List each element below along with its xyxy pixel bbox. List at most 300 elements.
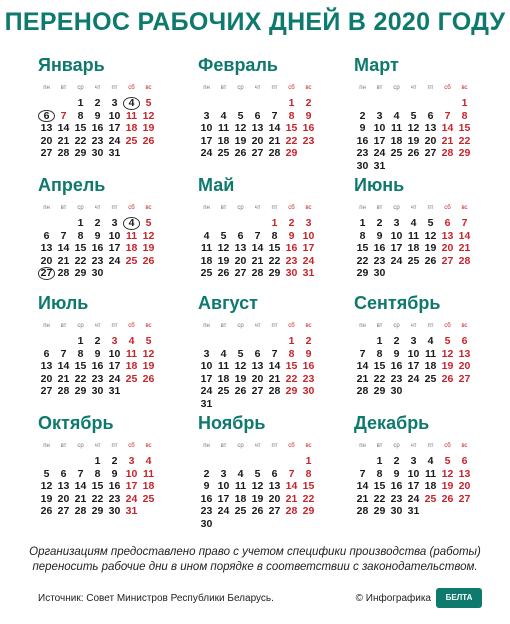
week-row xyxy=(38,468,188,481)
weekday-label: пн xyxy=(359,323,366,329)
day-cell: 5 xyxy=(410,109,417,122)
week-row xyxy=(38,455,188,468)
day-cell: 5 xyxy=(145,97,152,109)
week-row xyxy=(38,373,188,386)
week-row xyxy=(198,230,348,243)
week-row xyxy=(38,267,188,280)
day-cell: 3 xyxy=(203,347,210,360)
empty-cell xyxy=(405,160,422,173)
weekday-label: чт xyxy=(410,323,417,329)
empty-cell xyxy=(456,267,473,280)
day-cell: 18 xyxy=(424,360,437,373)
day-cell: 28 xyxy=(57,385,70,398)
day-cell: 4 xyxy=(123,217,140,230)
day-cell: 18 xyxy=(125,242,138,255)
day-cell: 30 xyxy=(390,385,403,398)
empty-cell xyxy=(72,455,89,468)
day-cell: 27 xyxy=(251,385,264,398)
week-row xyxy=(198,468,348,481)
day-cell: 2 xyxy=(305,335,312,347)
day-cell: 26 xyxy=(142,254,155,267)
day-cell: 4 xyxy=(393,109,400,122)
day-cell: 22 xyxy=(285,372,298,385)
day-cell: 6 xyxy=(271,467,278,480)
empty-cell xyxy=(354,455,371,468)
day-cell: 13 xyxy=(57,480,70,493)
empty-cell xyxy=(439,160,456,173)
empty-cell xyxy=(198,97,215,110)
empty-cell xyxy=(439,97,456,110)
day-cell: 21 xyxy=(268,134,281,147)
empty-cell xyxy=(38,455,55,468)
month-name: Февраль xyxy=(198,55,278,75)
empty-cell xyxy=(215,398,232,411)
day-cell: 7 xyxy=(77,467,84,480)
credit xyxy=(356,588,482,608)
day-cell: 28 xyxy=(356,505,369,518)
empty-cell xyxy=(215,455,232,468)
day-cell: 20 xyxy=(251,134,264,147)
day-cell: 15 xyxy=(285,122,298,135)
day-cell: 4 xyxy=(123,97,140,110)
day-cell: 11 xyxy=(125,347,138,360)
weekday-label: сб xyxy=(288,323,295,329)
weekday-label: вт xyxy=(220,323,227,329)
day-cell: 14 xyxy=(268,360,281,373)
empty-cell xyxy=(249,335,266,348)
day-cell: 16 xyxy=(91,242,104,255)
day-cell: 1 xyxy=(77,217,84,229)
day-cell: 16 xyxy=(200,492,213,505)
day-cell: 19 xyxy=(142,242,155,255)
day-cell: 9 xyxy=(288,229,295,242)
empty-cell xyxy=(232,217,249,230)
month-block xyxy=(38,292,188,398)
day-cell: 27 xyxy=(458,372,471,385)
week-row xyxy=(354,110,504,123)
empty-cell xyxy=(215,217,232,230)
empty-cell xyxy=(422,97,439,110)
weekday-label: вс xyxy=(145,323,152,329)
weekday-label: сб xyxy=(288,443,295,449)
day-cell: 8 xyxy=(77,347,84,360)
day-cell: 2 xyxy=(359,109,366,122)
day-cell: 20 xyxy=(424,134,437,147)
weekday-label: сб xyxy=(128,85,135,91)
day-cell: 17 xyxy=(373,134,386,147)
day-cell: 25 xyxy=(125,372,138,385)
day-cell: 20 xyxy=(458,360,471,373)
day-cell: 19 xyxy=(40,492,53,505)
day-cell: 29 xyxy=(458,147,471,160)
day-cell: 17 xyxy=(108,360,121,373)
belta-logo: БЕЛТА xyxy=(436,588,482,608)
day-cell: 31 xyxy=(125,505,138,518)
day-cell: 24 xyxy=(200,385,213,398)
month-name: Август xyxy=(198,293,258,313)
day-cell: 27 xyxy=(458,492,471,505)
day-cell: 14 xyxy=(441,122,454,135)
empty-cell xyxy=(266,455,283,468)
weekday-label: ср xyxy=(237,443,244,449)
day-cell: 22 xyxy=(458,134,471,147)
week-row xyxy=(38,122,188,135)
empty-cell xyxy=(266,335,283,348)
week-row xyxy=(354,160,504,173)
weekday-label: пн xyxy=(43,205,50,211)
day-cell: 21 xyxy=(268,372,281,385)
day-cell: 2 xyxy=(94,335,101,347)
empty-cell xyxy=(55,97,72,110)
day-cell: 12 xyxy=(251,480,264,493)
week-row xyxy=(354,147,504,160)
day-cell: 5 xyxy=(220,229,227,242)
week-row xyxy=(38,217,188,230)
week-row xyxy=(198,493,348,506)
day-cell: 10 xyxy=(390,229,403,242)
day-cell: 20 xyxy=(441,242,454,255)
day-cell: 14 xyxy=(57,360,70,373)
day-cell: 29 xyxy=(285,385,298,398)
weekday-label: чт xyxy=(254,443,261,449)
day-cell: 26 xyxy=(40,505,53,518)
day-cell: 28 xyxy=(458,254,471,267)
weekday-label: вт xyxy=(220,85,227,91)
day-cell: 16 xyxy=(285,242,298,255)
month-block xyxy=(38,412,188,518)
month-name: Январь xyxy=(38,55,105,75)
weekday-label: сб xyxy=(128,323,135,329)
weekday-label: ср xyxy=(77,205,84,211)
weekday-label: чт xyxy=(94,205,101,211)
day-cell: 24 xyxy=(373,147,386,160)
day-cell: 24 xyxy=(302,254,315,267)
empty-cell xyxy=(422,267,439,280)
week-row xyxy=(354,468,504,481)
empty-cell xyxy=(405,97,422,110)
week-row xyxy=(354,480,504,493)
weekday-label: вс xyxy=(461,205,468,211)
day-cell: 23 xyxy=(373,254,386,267)
day-cell: 26 xyxy=(234,385,247,398)
day-cell: 6 xyxy=(254,347,261,360)
empty-cell xyxy=(283,398,300,411)
day-cell: 18 xyxy=(125,360,138,373)
day-cell: 12 xyxy=(217,242,230,255)
weekday-label: пт xyxy=(427,85,434,91)
weekday-label: пн xyxy=(203,85,210,91)
day-cell: 5 xyxy=(427,217,434,229)
day-cell: 23 xyxy=(200,505,213,518)
day-cell: 20 xyxy=(251,372,264,385)
weekday-label: вт xyxy=(60,205,67,211)
day-cell: 23 xyxy=(285,254,298,267)
day-cell: 10 xyxy=(302,229,315,242)
empty-cell xyxy=(140,385,157,398)
week-row xyxy=(198,373,348,386)
month-block xyxy=(198,292,348,411)
day-cell: 15 xyxy=(356,242,369,255)
weekday-label: пн xyxy=(203,443,210,449)
week-row xyxy=(198,242,348,255)
empty-cell xyxy=(266,398,283,411)
month-name: Октябрь xyxy=(38,413,114,433)
day-cell: 6 xyxy=(461,335,468,347)
weekday-label: пт xyxy=(427,323,434,329)
day-cell: 22 xyxy=(74,372,87,385)
day-cell: 27 xyxy=(40,147,53,160)
day-cell: 8 xyxy=(305,467,312,480)
weekday-label: ср xyxy=(77,85,84,91)
day-cell: 22 xyxy=(373,492,386,505)
day-cell: 8 xyxy=(77,229,84,242)
month-name: Май xyxy=(198,175,235,195)
day-cell: 15 xyxy=(458,122,471,135)
weekday-label: чт xyxy=(94,443,101,449)
empty-cell xyxy=(215,518,232,531)
week-row xyxy=(38,147,188,160)
empty-cell xyxy=(232,455,249,468)
day-cell: 31 xyxy=(108,147,121,160)
day-cell: 1 xyxy=(461,97,468,109)
weekday-label: ср xyxy=(237,205,244,211)
empty-cell xyxy=(283,455,300,468)
day-cell: 12 xyxy=(142,109,155,122)
day-cell: 2 xyxy=(94,97,101,109)
day-cell: 19 xyxy=(142,122,155,135)
weekday-label: сб xyxy=(288,85,295,91)
weekday-label: вт xyxy=(376,205,383,211)
day-cell: 2 xyxy=(94,217,101,229)
day-cell: 19 xyxy=(441,480,454,493)
day-cell: 11 xyxy=(390,122,403,135)
day-cell: 5 xyxy=(237,347,244,360)
empty-cell xyxy=(266,518,283,531)
weekday-label: чт xyxy=(410,443,417,449)
day-cell: 21 xyxy=(74,492,87,505)
week-row xyxy=(198,110,348,123)
month-block xyxy=(354,174,504,280)
day-cell: 9 xyxy=(203,480,210,493)
month-name: Март xyxy=(354,55,399,75)
day-cell: 23 xyxy=(390,372,403,385)
empty-cell xyxy=(215,335,232,348)
empty-cell xyxy=(198,217,215,230)
weekday-header xyxy=(198,205,348,215)
empty-cell xyxy=(388,160,405,173)
week-row xyxy=(198,335,348,348)
week-row xyxy=(198,217,348,230)
weekday-label: пт xyxy=(271,205,278,211)
weekday-label: вс xyxy=(145,443,152,449)
week-row xyxy=(354,335,504,348)
day-cell: 7 xyxy=(359,347,366,360)
day-cell: 2 xyxy=(203,467,210,480)
week-row xyxy=(38,493,188,506)
weekday-label: вт xyxy=(376,323,383,329)
day-cell: 2 xyxy=(111,455,118,467)
day-cell: 24 xyxy=(125,492,138,505)
day-cell: 31 xyxy=(108,385,121,398)
day-cell: 10 xyxy=(108,229,121,242)
day-cell: 25 xyxy=(200,267,213,280)
day-cell: 10 xyxy=(407,467,420,480)
day-cell: 10 xyxy=(108,347,121,360)
weekday-label: сб xyxy=(128,205,135,211)
week-row xyxy=(38,505,188,518)
day-cell: 24 xyxy=(200,147,213,160)
day-cell: 6 xyxy=(237,229,244,242)
day-cell: 11 xyxy=(217,122,230,135)
day-cell: 19 xyxy=(142,360,155,373)
day-cell: 13 xyxy=(251,122,264,135)
weekday-label: пт xyxy=(427,443,434,449)
day-cell: 13 xyxy=(424,122,437,135)
empty-cell xyxy=(38,97,55,110)
day-cell: 2 xyxy=(393,455,400,467)
day-cell: 10 xyxy=(200,122,213,135)
day-cell: 27 xyxy=(268,505,281,518)
week-row xyxy=(198,360,348,373)
day-cell: 15 xyxy=(373,360,386,373)
month-block xyxy=(354,412,504,518)
month-block xyxy=(198,54,348,160)
month-block xyxy=(198,412,348,531)
empty-cell xyxy=(140,267,157,280)
day-cell: 4 xyxy=(220,347,227,360)
weekday-label: пт xyxy=(271,85,278,91)
day-cell: 3 xyxy=(128,455,135,467)
weekday-label: пн xyxy=(359,443,366,449)
day-cell: 7 xyxy=(288,467,295,480)
empty-cell xyxy=(439,267,456,280)
day-cell: 13 xyxy=(40,122,53,135)
day-cell: 2 xyxy=(288,217,295,229)
day-cell: 2 xyxy=(305,97,312,109)
weekday-label: вт xyxy=(220,205,227,211)
day-cell: 12 xyxy=(407,122,420,135)
day-cell: 11 xyxy=(407,229,420,242)
day-cell: 23 xyxy=(302,134,315,147)
weekday-label: пт xyxy=(271,323,278,329)
empty-cell xyxy=(371,97,388,110)
month-name: Июль xyxy=(38,293,89,313)
day-cell: 28 xyxy=(251,267,264,280)
day-cell: 29 xyxy=(74,267,87,280)
weekday-label: чт xyxy=(94,85,101,91)
week-row xyxy=(38,135,188,148)
day-cell: 22 xyxy=(74,254,87,267)
day-cell: 25 xyxy=(407,254,420,267)
day-cell: 28 xyxy=(268,147,281,160)
day-cell: 12 xyxy=(40,480,53,493)
day-cell: 3 xyxy=(203,109,210,122)
day-cell: 3 xyxy=(111,335,118,347)
day-cell: 30 xyxy=(91,147,104,160)
day-cell: 6 xyxy=(461,455,468,467)
weekday-label: чт xyxy=(254,205,261,211)
weekday-label: чт xyxy=(254,85,261,91)
weekday-label: пн xyxy=(43,85,50,91)
day-cell: 8 xyxy=(376,467,383,480)
day-cell: 13 xyxy=(251,360,264,373)
weekday-label: чт xyxy=(94,323,101,329)
day-cell: 8 xyxy=(359,229,366,242)
day-cell: 21 xyxy=(285,492,298,505)
empty-cell xyxy=(55,335,72,348)
day-cell: 25 xyxy=(424,372,437,385)
day-cell: 26 xyxy=(407,147,420,160)
weekday-header xyxy=(198,85,348,95)
week-row xyxy=(38,348,188,361)
day-cell: 28 xyxy=(285,505,298,518)
month-block xyxy=(38,54,188,160)
day-cell: 22 xyxy=(356,254,369,267)
day-cell: 23 xyxy=(356,147,369,160)
day-cell: 16 xyxy=(373,242,386,255)
day-cell: 15 xyxy=(268,242,281,255)
day-cell: 9 xyxy=(305,109,312,122)
month-name: Декабрь xyxy=(354,413,430,433)
day-cell: 3 xyxy=(376,109,383,122)
day-cell: 11 xyxy=(142,467,155,480)
weekday-header xyxy=(198,443,348,453)
day-cell: 19 xyxy=(441,360,454,373)
day-cell: 3 xyxy=(305,217,312,229)
day-cell: 16 xyxy=(108,480,121,493)
day-cell: 7 xyxy=(254,229,261,242)
day-cell: 31 xyxy=(302,267,315,280)
day-cell: 28 xyxy=(57,267,70,280)
day-cell: 3 xyxy=(410,455,417,467)
day-cell: 23 xyxy=(302,372,315,385)
week-row xyxy=(38,360,188,373)
day-cell: 25 xyxy=(125,134,138,147)
day-cell: 19 xyxy=(234,372,247,385)
empty-cell xyxy=(249,518,266,531)
week-row xyxy=(354,255,504,268)
day-cell: 10 xyxy=(125,467,138,480)
day-cell: 12 xyxy=(441,347,454,360)
day-cell: 21 xyxy=(356,372,369,385)
empty-cell xyxy=(249,97,266,110)
day-cell: 18 xyxy=(217,372,230,385)
month-name: Июнь xyxy=(354,175,405,195)
day-cell: 20 xyxy=(268,492,281,505)
day-cell: 6 xyxy=(254,109,261,122)
day-cell: 25 xyxy=(125,254,138,267)
day-cell: 8 xyxy=(77,109,84,122)
day-cell: 27 xyxy=(441,254,454,267)
day-cell: 26 xyxy=(441,372,454,385)
week-row xyxy=(198,398,348,411)
day-cell: 13 xyxy=(458,467,471,480)
day-cell: 9 xyxy=(359,122,366,135)
week-row xyxy=(198,505,348,518)
day-cell: 27 xyxy=(40,385,53,398)
weekday-header xyxy=(354,205,504,215)
footnote: Организациям предоставлено право с учетом специфики производства (работы) переносить рабочие дни в ином порядке в соответствии с законодательством. xyxy=(29,546,481,573)
day-cell: 4 xyxy=(410,217,417,229)
day-cell: 18 xyxy=(142,480,155,493)
day-cell: 7 xyxy=(461,217,468,229)
day-cell: 3 xyxy=(393,217,400,229)
week-row xyxy=(198,135,348,148)
day-cell: 30 xyxy=(373,267,386,280)
day-cell: 26 xyxy=(234,147,247,160)
day-cell: 22 xyxy=(91,492,104,505)
day-cell: 5 xyxy=(254,467,261,480)
